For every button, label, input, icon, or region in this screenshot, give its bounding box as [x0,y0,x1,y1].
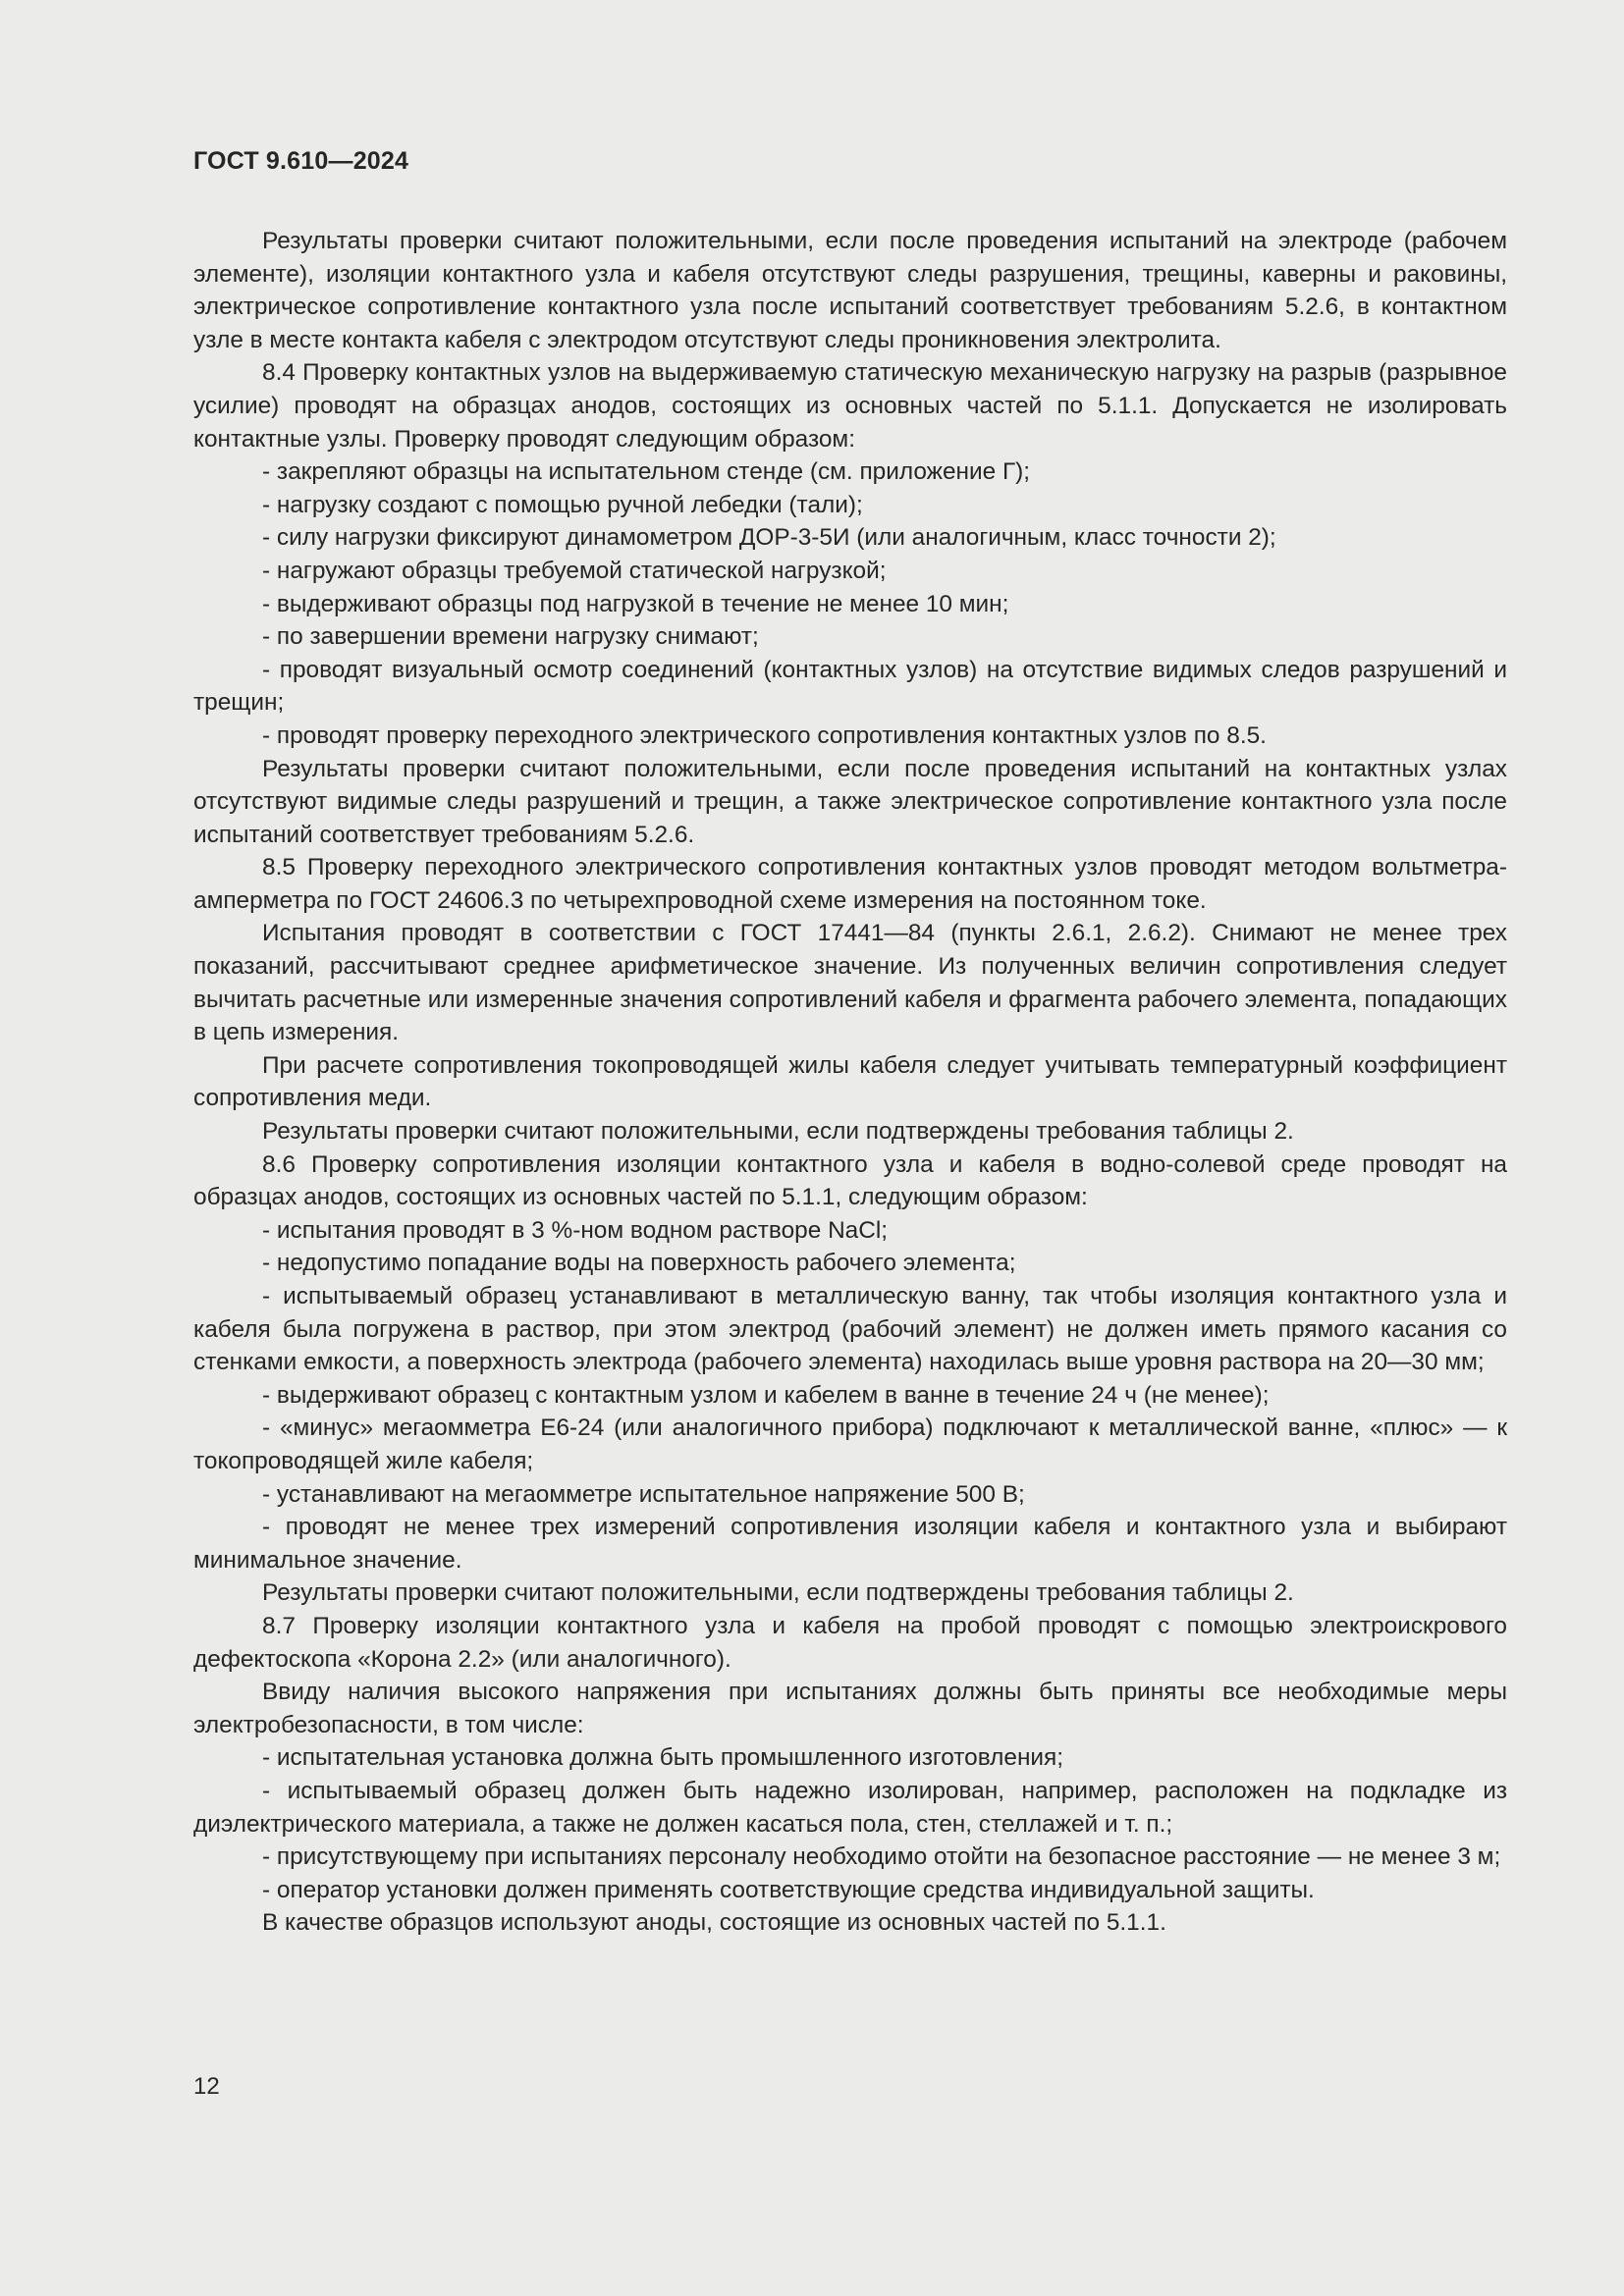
page-number: 12 [193,2073,220,2100]
list-item: - закрепляют образцы на испытательном стенде (см. приложение Г); [262,458,1031,486]
list-item: - выдерживают образцы под нагрузкой в течение не менее 10 мин; [262,590,1009,617]
list-item: - недопустимо попадание воды на поверхность рабочего элемента; [262,1250,1016,1277]
list-item: - нагружают образцы требуемой статической нагрузкой; [262,557,887,584]
list-item: - выдерживают образец с контактным узлом и кабелем в ванне в течение 24 ч (не менее); [262,1381,1270,1409]
paragraph: Результаты проверки считают положительными, если после проведения испытаний на контактных узлах отсутствуют видимые следы разрушений и трещин, а также электрическое сопротивление контактного узла после испытаний соответствует требованиям 5.2.6. [193,755,1507,848]
list-item: - проводят проверку переходного электрического сопротивления контактных узлов по 8.5. [262,721,1267,749]
paragraph: Результаты проверки считают положительными, если подтверждены требования таблицы 2. [262,1579,1294,1607]
paragraph: При расчете сопротивления токопроводящей жилы кабеля следует учитывать температурный коэффициент сопротивления меди. [193,1051,1507,1112]
list-item: - «минус» мегаомметра Е6-24 (или аналогичного прибора) подключают к металлической ванне, «плюс» — к токопроводящей жиле кабеля; [193,1415,1507,1474]
list-item: - силу нагрузки фиксируют динамометром ДОР-3-5И (или аналогичным, класс точности 2); [262,524,1276,552]
paragraph: Результаты проверки считают положительными, если после проведения испытаний на электроде (рабочем элементе), изоляции контактного узла и кабеля отсутствуют следы разрушения, трещины, каверны и раковины, электрическое сопротивление контактного узла после испытаний соответствует требованиям 5.2.6, в контактном узле в месте контакта кабеля с электродом отсутствуют следы проникновения электролита. [193,228,1507,353]
list-item: - испытываемый образец должен быть надежно изолирован, например, расположен на подкладке из диэлектрического материала, а также не должен касаться пола, стен, стеллажей и т. п.; [193,1777,1507,1838]
body-text [193,225,1507,1940]
paragraph: 8.7 Проверку изоляции контактного узла и кабеля на пробой проводят с помощью электроискрового дефектоскопа «Корона 2.2» (или аналогичного). [193,1612,1507,1673]
list-item: - проводят не менее трех измерений сопротивления изоляции кабеля и контактного узла и выбирают минимальное значение. [193,1514,1507,1574]
list-item: - испытания проводят в 3 %-ном водном растворе NaCl; [262,1216,889,1244]
list-item: - испытательная установка должна быть промышленного изготовления; [262,1744,1064,1772]
list-item: - по завершении времени нагрузку снимают; [262,623,759,651]
paragraph: 8.4 Проверку контактных узлов на выдерживаемую статическую механическую нагрузку на разрыв (разрывное усилие) проводят на образцах анодов, состоящих из основных частей по 5.1.1. Допускается не изолировать контактные узлы. Проверку проводят следующим образом: [193,359,1507,453]
list-item: - испытываемый образец устанавливают в металлическую ванну, так чтобы изоляция контактного узла и кабеля была погружена в раствор, при этом электрод (рабочий элемент) не должен иметь прямого касания со стенками емкости, а поверхность электрода (рабочего элемента) находилась выше уровня раствора на 20—30 мм; [193,1283,1507,1376]
paragraph: Ввиду наличия высокого напряжения при испытаниях должны быть приняты все необходимые меры электробезопасности, в том числе: [193,1679,1507,1738]
list-item: - устанавливают на мегаомметре испытательное напряжение 500 В; [262,1480,1025,1508]
document-code: ГОСТ 9.610—2024 [193,147,409,175]
list-item: - оператор установки должен применять соответствующие средства индивидуальной защиты. [262,1876,1315,1903]
paragraph: В качестве образцов используют аноды, состоящие из основных частей по 5.1.1. [262,1909,1166,1937]
paragraph: 8.5 Проверку переходного электрического сопротивления контактных узлов проводят методом вольтметра-амперметра по ГОСТ 24606.3 по четырехпроводной схеме измерения на постоянном токе. [193,854,1507,914]
paragraph: Результаты проверки считают положительными, если подтверждены требования таблицы 2. [262,1118,1294,1146]
list-item: - присутствующему при испытаниях персоналу необходимо отойти на безопасное расстояние — не менее 3 м; [262,1843,1501,1871]
list-item: - нагрузку создают с помощью ручной лебедки (тали); [262,491,863,518]
paragraph: Испытания проводят в соответствии с ГОСТ 17441—84 (пункты 2.6.1, 2.6.2). Снимают не менее трех показаний, рассчитывают среднее арифметическое значение. Из полученных величин сопротивления следует вычитать расчетные или измеренные значения сопротивлений кабеля и фрагмента рабочего элемента, попадающих в цепь измерения. [193,920,1507,1046]
paragraph: 8.6 Проверку сопротивления изоляции контактного узла и кабеля в водно-солевой среде проводят на образцах анодов, состоящих из основных частей по 5.1.1, следующим образом: [193,1150,1507,1211]
list-item: - проводят визуальный осмотр соединений (контактных узлов) на отсутствие видимых следов разрушений и трещин; [193,656,1507,717]
